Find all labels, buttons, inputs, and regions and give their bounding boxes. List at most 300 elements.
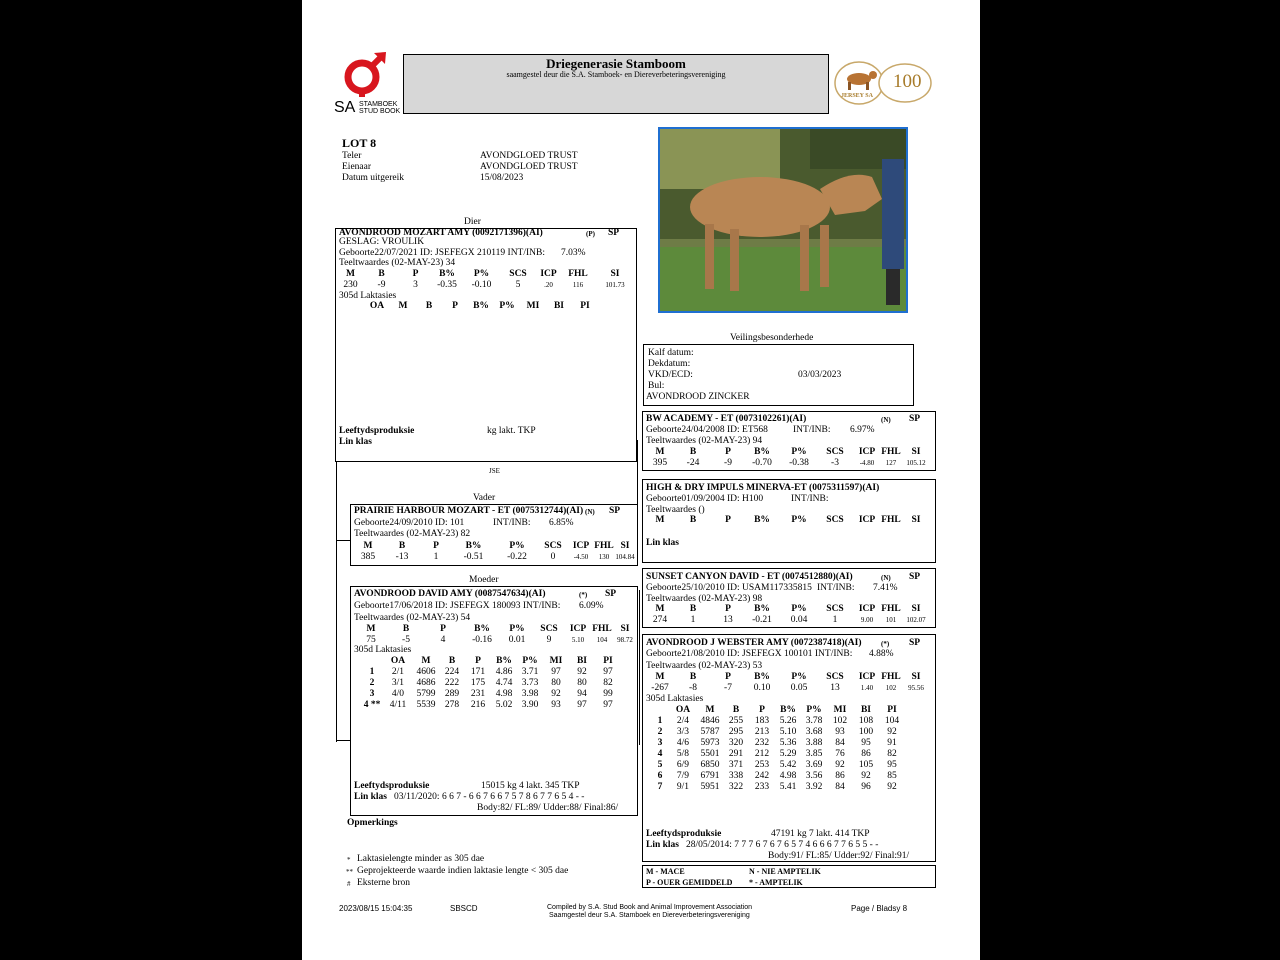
bv-header: P xyxy=(725,515,731,525)
lakt-cell: 5501 xyxy=(700,749,720,759)
lakt-cell: 97 xyxy=(603,700,613,710)
mm-name: AVONDROOD J WEBSTER AMY (0072387418)(AI) xyxy=(646,638,862,648)
bv-value: -0.35 xyxy=(437,280,457,290)
teler-value: AVONDGLOED TRUST xyxy=(480,151,578,161)
dier-inb: 7.03% xyxy=(561,248,586,258)
bv-header: P% xyxy=(791,515,807,525)
bv-header: B% xyxy=(439,269,455,279)
bv-value: 13 xyxy=(723,615,733,625)
lakt-cell: 3 xyxy=(657,738,663,748)
lakt-header: B% xyxy=(496,656,512,666)
page-subtitle: saamgestel deur die S.A. Stamboek- en Diereverbeteringsvereniging xyxy=(506,70,726,79)
vv-code: (N) xyxy=(881,416,891,424)
bv-header: SI xyxy=(911,515,921,525)
footer-page: Page / Bladsy 8 xyxy=(851,904,908,913)
lakt-cell: 3.71 xyxy=(521,667,539,677)
lakt-cell: 92 xyxy=(577,667,587,677)
bv-value: 102 xyxy=(885,684,897,692)
mv-sp: SP xyxy=(909,572,921,582)
mv-bv-values xyxy=(647,615,931,626)
bv-header: P xyxy=(725,447,731,457)
mv-box xyxy=(642,568,936,628)
bv-value: 102.07 xyxy=(906,616,926,624)
moeder-teelt: Teeltwaardes (02-MAY-23) 54 xyxy=(354,613,471,623)
tree-line xyxy=(639,590,640,745)
bv-header: P% xyxy=(791,447,807,457)
lakt-cell: 92 xyxy=(887,727,897,737)
opmerkings-label: Opmerkings xyxy=(347,818,398,828)
bv-header: ICP xyxy=(858,447,876,457)
lakt-cell: 5951 xyxy=(700,782,720,792)
bv-header: SI xyxy=(911,672,921,682)
bv-header: M xyxy=(346,269,355,279)
lakt-cell: 100 xyxy=(858,727,874,737)
lakt-cell: 6850 xyxy=(700,760,720,770)
bv-value: 1 xyxy=(832,615,838,625)
sa-studbook-logo xyxy=(334,50,406,120)
footer-line1: Compiled by S.A. Stud Book and Animal Improvement Association xyxy=(547,904,753,911)
eienaar-value: AVONDGLOED TRUST xyxy=(480,162,578,172)
bv-header: P% xyxy=(509,541,525,551)
legend-ouer: P - OUER GEMIDDELD xyxy=(646,878,733,887)
bv-header: M xyxy=(655,604,665,614)
lakt-cell: 92 xyxy=(887,782,897,792)
lakt-cell: 4846 xyxy=(700,716,720,726)
lakt-cell: 105 xyxy=(858,760,874,770)
lakt-cell: 7 xyxy=(657,782,663,792)
bv-value: 9.00 xyxy=(860,616,874,624)
lakt-cell: 3.98 xyxy=(521,689,539,699)
dier-code: (P) xyxy=(586,230,595,238)
vv-sp: SP xyxy=(909,414,921,424)
dier-bv-values xyxy=(338,280,635,291)
legend-mace: M - MACE xyxy=(646,867,685,876)
dier-lakt-headers xyxy=(364,301,598,312)
lakt-cell: 92 xyxy=(551,689,561,699)
lakt-cell: 5.41 xyxy=(779,782,797,792)
bv-value: -9 xyxy=(377,280,386,290)
lakt-cell: 289 xyxy=(444,689,460,699)
bv-header: SI xyxy=(610,269,620,279)
lakt-header: PI xyxy=(603,656,613,666)
moeder-name: AVONDROOD DAVID AMY (0087547634)(AI) xyxy=(354,589,546,599)
bv-header: B% xyxy=(754,672,770,682)
mm-bv-values xyxy=(647,683,931,694)
moeder-lakt-label: 305d Laktasies xyxy=(354,645,412,655)
lakt-cell: 9/1 xyxy=(676,782,690,792)
bv-header: B xyxy=(398,541,406,551)
dier-name: AVONDROOD MOZART AMY (0092171396)(AI) xyxy=(339,228,543,238)
lakt-cell: 322 xyxy=(728,782,744,792)
veiling-box xyxy=(643,344,914,406)
bv-header: B% xyxy=(754,447,770,457)
lakt-cell: 3.68 xyxy=(805,727,823,737)
bv-value: 75 xyxy=(366,635,376,645)
veiling-vkd-label: VKD/ECD: xyxy=(648,370,693,380)
logo-line1: STAMBOEK xyxy=(359,101,398,108)
bv-header: P xyxy=(412,269,419,279)
lakt-cell: 320 xyxy=(728,738,744,748)
vm-linklas-label: Lin klas xyxy=(646,538,680,548)
bv-value: 0.10 xyxy=(753,683,771,693)
bv-header: B% xyxy=(474,624,490,634)
footer-line2: Saamgestel deur S.A. Stamboek en Diereverbeteringsvereniging xyxy=(549,912,750,919)
vv-inb: 6.97% xyxy=(850,425,875,435)
vv-teelt: Teeltwaardes (02-MAY-23) 94 xyxy=(646,436,763,446)
lakt-header: M xyxy=(421,656,431,666)
mv-inb: 7.41% xyxy=(873,583,898,593)
lakt-cell: 97 xyxy=(551,667,561,677)
bv-value: 274 xyxy=(652,615,668,625)
lakt-cell: 108 xyxy=(858,716,874,726)
logo-sa-text: SA xyxy=(334,99,356,116)
bv-value: 395 xyxy=(652,458,668,468)
moeder-linklas-label: Lin klas xyxy=(354,792,388,802)
tree-line xyxy=(336,540,350,541)
bv-value: -4.80 xyxy=(859,459,875,467)
lakt-cell: 5973 xyxy=(700,738,720,748)
bv-value: 101 xyxy=(885,616,897,624)
bv-value: 0.01 xyxy=(508,635,526,645)
bv-header: M xyxy=(363,541,373,551)
moeder-leeftyd-label: Leeftydsproduksie xyxy=(354,781,430,791)
lakt-cell: 232 xyxy=(754,738,770,748)
bv-value: .20 xyxy=(544,281,553,289)
bv-header: P% xyxy=(509,624,525,634)
veiling-bul-value: AVONDROOD ZINCKER xyxy=(646,392,750,402)
lakt-cell: 104 xyxy=(884,716,900,726)
lakt-cell: 86 xyxy=(861,749,871,759)
bv-header: SCS xyxy=(826,604,844,614)
lakt-cell: 85 xyxy=(887,771,897,781)
bv-value: -8 xyxy=(689,683,697,693)
lakt-cell: 3.56 xyxy=(805,771,823,781)
datum-label: Datum uitgereik xyxy=(342,173,404,183)
bv-value: 9 xyxy=(546,635,552,645)
lakt-cell: 4.74 xyxy=(495,678,513,688)
vm-int: INT/INB: xyxy=(791,494,829,504)
lakt-cell: 96 xyxy=(861,782,871,792)
mm-birth: Geboorte21/08/2010 ID: JSEFEGX 100101 INT/INB: xyxy=(646,649,853,659)
bv-header: SI xyxy=(620,624,630,634)
vv-bv-headers xyxy=(647,447,931,458)
bv-header: B xyxy=(689,672,697,682)
lakt-cell: 278 xyxy=(444,700,460,710)
lakt-cell: 4/6 xyxy=(676,738,690,748)
teler-label: Teler xyxy=(342,151,362,161)
mv-birth: Geboorte25/10/2010 ID: USAM117335815 xyxy=(646,583,812,593)
dier-linklas-label: Lin klas xyxy=(339,437,373,447)
moeder-section-label: Moeder xyxy=(469,575,499,585)
bv-header: FHL xyxy=(594,541,614,551)
note-mark: ** xyxy=(346,868,353,876)
mm-teelt: Teeltwaardes (02-MAY-23) 53 xyxy=(646,661,763,671)
bv-header: SI xyxy=(911,604,921,614)
centenary-text: 100 xyxy=(893,71,922,92)
lakt-header: OA xyxy=(369,301,385,311)
mm-leeftyd-label: Leeftydsproduksie xyxy=(646,829,722,839)
bv-value: -13 xyxy=(395,552,409,562)
lakt-cell: 3.90 xyxy=(521,700,539,710)
bv-value: 104.84 xyxy=(615,553,635,561)
bv-header: SCS xyxy=(509,269,527,279)
lakt-cell: 5/8 xyxy=(676,749,690,759)
tree-line xyxy=(336,462,337,742)
mm-linklas-label: Lin klas xyxy=(646,840,680,850)
lakt-cell: 2/1 xyxy=(391,667,405,677)
bv-header: B xyxy=(689,604,697,614)
tree-line xyxy=(336,740,350,741)
bv-value: 95.56 xyxy=(908,684,924,692)
bv-header: FHL xyxy=(881,672,901,682)
bv-header: P xyxy=(433,541,439,551)
bv-value: 1 xyxy=(433,552,439,562)
lakt-cell: 93 xyxy=(551,700,561,710)
mv-int: INT/INB: xyxy=(817,583,855,593)
lakt-cell: 84 xyxy=(835,738,845,748)
bv-header: B% xyxy=(754,604,770,614)
mm-lakt-table xyxy=(651,705,905,793)
vader-sp: SP xyxy=(609,506,621,516)
moeder-lakt-table xyxy=(361,656,621,711)
vm-teelt: Teeltwaardes () xyxy=(646,505,705,515)
lakt-cell: 5.02 xyxy=(495,700,513,710)
footer-code: SBSCD xyxy=(450,904,478,913)
bv-header: M xyxy=(655,447,665,457)
lakt-header: OA xyxy=(390,656,406,666)
lakt-cell: 1 xyxy=(657,716,663,726)
mm-scores: Body:91/ FL:85/ Udder:92/ Final:91/ xyxy=(768,851,910,861)
mm-bv-headers xyxy=(647,672,931,683)
bv-value: -5 xyxy=(402,635,410,645)
note-mark: * xyxy=(347,856,351,864)
lakt-header: B xyxy=(732,705,740,715)
lakt-header: P% xyxy=(806,705,822,715)
lakt-cell: 99 xyxy=(603,689,613,699)
lakt-cell: 3 xyxy=(369,689,375,699)
note-3: Eksterne bron xyxy=(357,878,411,888)
lakt-cell: 6/9 xyxy=(676,760,690,770)
bv-header: B% xyxy=(754,515,770,525)
bv-header: SCS xyxy=(540,624,558,634)
bv-header: ICP xyxy=(858,672,876,682)
lakt-header: OA xyxy=(675,705,691,715)
lakt-cell: 3/3 xyxy=(676,727,690,737)
bv-header: P xyxy=(725,672,731,682)
vader-name: PRAIRIE HARBOUR MOZART - ET (0075312744)(AI) xyxy=(354,506,584,516)
lakt-cell: 231 xyxy=(470,689,486,699)
vader-code: (N) xyxy=(585,508,595,516)
lakt-cell: 82 xyxy=(887,749,897,759)
bv-header: SCS xyxy=(826,515,844,525)
lakt-header: M xyxy=(398,301,408,311)
bv-header: ICP xyxy=(569,624,587,634)
lakt-cell: 5.36 xyxy=(779,738,797,748)
title-box xyxy=(403,54,829,114)
vm-birth: Geboorte01/09/2004 ID: H100 xyxy=(646,494,764,504)
lakt-cell: 5 xyxy=(657,760,663,770)
bv-header: ICP xyxy=(572,541,590,551)
bv-value: 1 xyxy=(690,615,696,625)
lakt-header: MI xyxy=(549,656,563,666)
dier-jse: JSE xyxy=(489,467,500,475)
vader-birth: Geboorte24/09/2010 ID: 101 xyxy=(354,518,465,528)
bv-value: 5.10 xyxy=(571,636,585,644)
moeder-inb: 6.09% xyxy=(579,601,604,611)
veiling-section-label: Veilingsbesonderhede xyxy=(730,333,814,343)
bv-value: 130 xyxy=(598,553,610,561)
vader-int: INT/INB: xyxy=(493,518,531,528)
bv-header: B xyxy=(402,624,410,634)
lakt-cell: 175 xyxy=(470,678,486,688)
lakt-cell: 338 xyxy=(728,771,744,781)
lakt-cell: 6 xyxy=(657,771,663,781)
mv-code: (N) xyxy=(881,574,891,582)
lakt-cell: 183 xyxy=(754,716,770,726)
dier-birth: Geboorte22/07/2021 ID: JSEFEGX 210119 INT/INB: xyxy=(339,248,545,258)
page-title: Driegenerasie Stamboom xyxy=(546,56,686,71)
moeder-linklas-value: 03/11/2020: 6 6 7 - 6 6 7 6 6 7 5 7 8 6 7 7 6 5 4 - - xyxy=(394,792,585,802)
bv-value: 0.05 xyxy=(790,683,808,693)
bv-value: 230 xyxy=(343,280,358,290)
moeder-bv-headers xyxy=(353,624,637,635)
lakt-cell: 2/4 xyxy=(676,716,690,726)
bv-header: P% xyxy=(791,672,807,682)
bv-header: P% xyxy=(473,269,490,279)
logo-line2: STUD BOOK xyxy=(359,108,401,115)
bv-value: 1.40 xyxy=(860,684,874,692)
lakt-cell: 5787 xyxy=(700,727,720,737)
lakt-cell: 5799 xyxy=(416,689,436,699)
datum-value: 15/08/2023 xyxy=(480,173,524,183)
bv-value: -0.22 xyxy=(507,552,527,562)
bv-header: SI xyxy=(911,447,921,457)
bv-value: -0.21 xyxy=(752,615,772,625)
studbook-symbol-icon xyxy=(334,50,406,98)
bv-value: 4 xyxy=(440,635,446,645)
bv-header: M xyxy=(366,624,376,634)
moeder-code: (*) xyxy=(579,591,588,599)
lakt-header: P xyxy=(452,301,458,311)
lakt-header: BI xyxy=(860,705,872,715)
vader-box xyxy=(350,504,638,566)
dier-box xyxy=(335,228,637,462)
lakt-header: B% xyxy=(780,705,796,715)
bv-header: SCS xyxy=(826,672,844,682)
bv-value: -0.70 xyxy=(752,458,772,468)
lakt-cell: 212 xyxy=(754,749,770,759)
lakt-cell: 5.29 xyxy=(779,749,797,759)
bv-value: -7 xyxy=(724,683,732,693)
mm-inb: 4.88% xyxy=(869,649,894,659)
bv-value: 0.04 xyxy=(790,615,808,625)
bv-header: P xyxy=(725,604,731,614)
vm-bv-headers xyxy=(647,515,931,526)
bv-header: ICP xyxy=(858,604,876,614)
lakt-cell: 84 xyxy=(835,782,845,792)
vv-box xyxy=(642,411,936,471)
lakt-header: P xyxy=(759,705,765,715)
bv-header: M xyxy=(655,515,665,525)
bv-value: -9 xyxy=(724,458,732,468)
lakt-cell: 4.98 xyxy=(495,689,513,699)
legend-amptelik: * - AMPTELIK xyxy=(749,878,803,887)
moeder-leeftyd-value: 15015 kg 4 lakt. 345 TKP xyxy=(481,781,580,791)
lakt-cell: 91 xyxy=(887,738,897,748)
lakt-cell: 1 xyxy=(369,667,375,677)
vader-bv-headers xyxy=(353,541,636,552)
vader-teelt: Teeltwaardes (02-MAY-23) 82 xyxy=(354,529,471,539)
bv-header: M xyxy=(655,672,665,682)
lakt-cell: 295 xyxy=(728,727,744,737)
vader-inb: 6.85% xyxy=(549,518,574,528)
mv-bv-headers xyxy=(647,604,931,615)
mm-sp: SP xyxy=(909,638,921,648)
lakt-cell: 7/9 xyxy=(676,771,690,781)
jersey-badge-text: JERSEY SA xyxy=(841,93,873,99)
bv-value: 3 xyxy=(413,280,418,290)
lakt-cell: 371 xyxy=(728,760,744,770)
mv-name: SUNSET CANYON DAVID - ET (0074512880)(AI) xyxy=(646,572,853,582)
lakt-cell: 4 xyxy=(657,749,663,759)
bv-value: -0.16 xyxy=(472,635,492,645)
lakt-cell: 216 xyxy=(470,700,486,710)
lakt-cell: 233 xyxy=(754,782,770,792)
lakt-cell: 222 xyxy=(444,678,460,688)
veiling-vkd-value: 03/03/2023 xyxy=(798,370,842,380)
bv-header: FHL xyxy=(881,447,901,457)
lakt-cell: 3.92 xyxy=(805,782,823,792)
lakt-cell: 171 xyxy=(470,667,486,677)
lakt-cell: 94 xyxy=(577,689,587,699)
bv-value: 127 xyxy=(885,459,897,467)
bv-value: 385 xyxy=(360,552,376,562)
vv-bv-values xyxy=(647,458,931,469)
dier-geslag: GESLAG: VROULIK xyxy=(339,237,425,247)
lakt-cell: 242 xyxy=(754,771,770,781)
lakt-cell: 5.10 xyxy=(779,727,797,737)
bv-header: FHL xyxy=(568,269,588,279)
lakt-header: BI xyxy=(553,301,565,311)
vader-section-label: Vader xyxy=(473,493,496,503)
bv-value: 101.73 xyxy=(605,281,625,289)
lakt-cell: 86 xyxy=(835,771,845,781)
mm-lakt-label: 305d Laktasies xyxy=(646,694,704,704)
bv-value: 5 xyxy=(515,280,521,290)
bv-header: P% xyxy=(791,604,807,614)
vv-name: BW ACADEMY - ET (0073102261)(AI) xyxy=(646,414,807,424)
dier-sp: SP xyxy=(608,228,620,238)
note-mark: # xyxy=(347,880,351,888)
mm-code: (*) xyxy=(881,640,890,648)
lakt-header: B xyxy=(425,301,433,311)
lakt-cell: 3.69 xyxy=(805,760,823,770)
dier-teelt: Teeltwaardes (02-MAY-23) 34 xyxy=(339,258,456,268)
lakt-cell: 2 xyxy=(369,678,375,688)
lakt-cell: 4/11 xyxy=(389,700,407,710)
bv-header: B xyxy=(689,447,697,457)
lakt-header: PI xyxy=(580,301,590,311)
vader-bv-values xyxy=(353,552,636,563)
jersey-sa-logo xyxy=(833,60,933,106)
bv-header: ICP xyxy=(858,515,876,525)
bv-header: FHL xyxy=(881,515,901,525)
bv-value: -3 xyxy=(831,458,839,468)
lakt-cell: 5.42 xyxy=(779,760,797,770)
lakt-header: MI xyxy=(833,705,847,715)
bv-value: -24 xyxy=(686,458,700,468)
lakt-cell: 102 xyxy=(832,716,848,726)
